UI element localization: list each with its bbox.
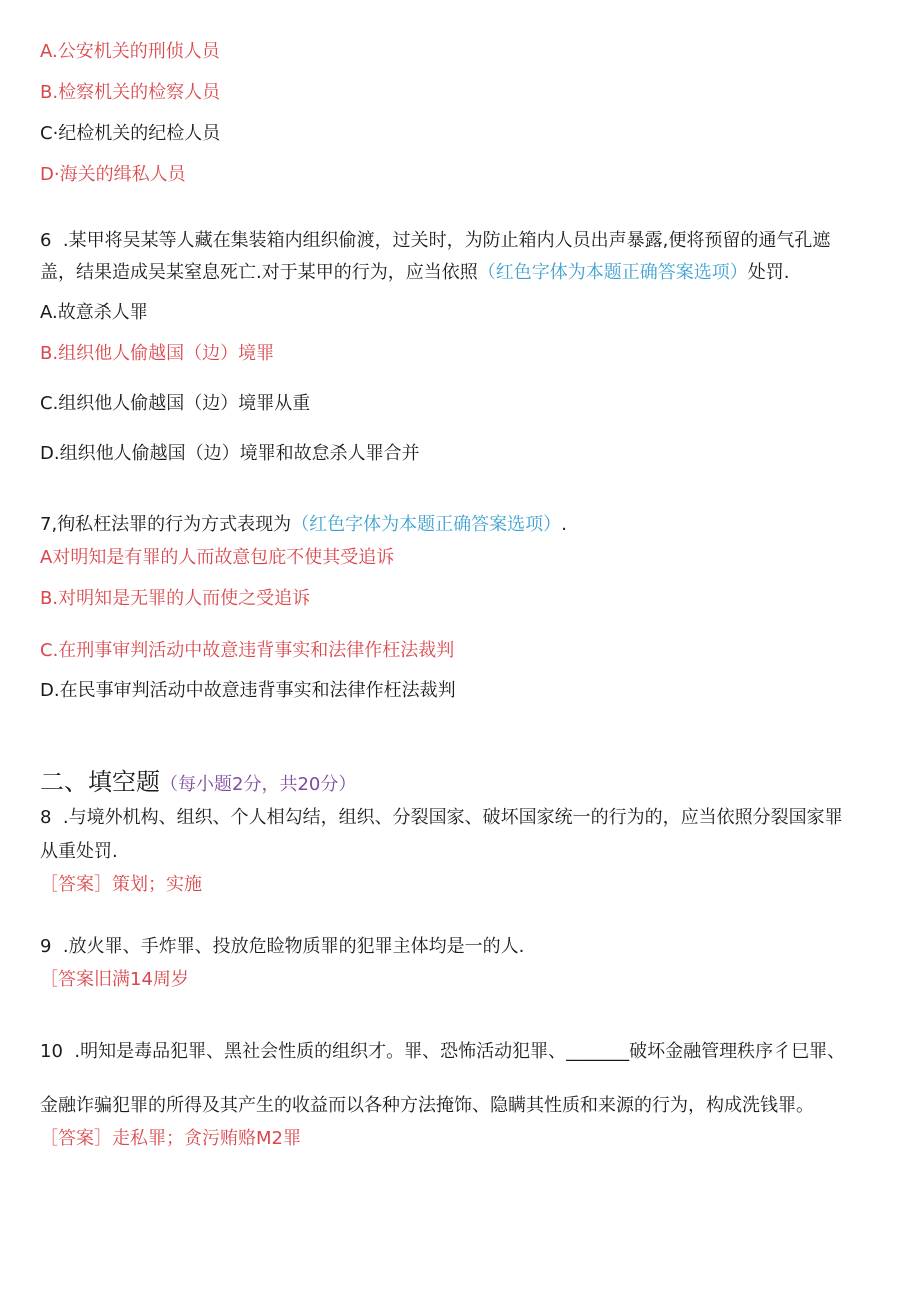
q6-stem-tail: 处罚. xyxy=(747,262,790,283)
q10-stem-line2: 金融诈骗犯罪的所得及其产生的收益而以各种方法掩饰、隐瞒其性质和来源的行为，构成洗钱罪。 xyxy=(40,1095,814,1116)
q6-option-d: D.组织他人偷越国（边）境罪和故怠杀人罪合并 xyxy=(40,443,420,464)
q6-stem-line2 xyxy=(40,261,789,285)
q7-option-b: B.对明知是无罪的人而使之受追诉 xyxy=(40,588,311,609)
q6-option-a: A.故意杀人罪 xyxy=(40,302,148,323)
section-title: 二、填空题 xyxy=(40,768,160,796)
q9-stem: 9 .放火罪、手炸罪、投放危睑物质罪的犯罪主体均是一的人. xyxy=(40,936,525,957)
q6-stem-line1: 6 .某甲将吴某等人藏在集装箱内组织偷渡，过关时，为防止箱内人员出声暴露,便将预留的通气孔遮 xyxy=(40,230,831,251)
q10-stem-line1: 10 .明知是毒品犯罪、黑社会性质的组织才。罪、恐怖活动犯罪、_______破坏金融管理秩序彳巳罪、 xyxy=(40,1041,846,1062)
q7-stem xyxy=(40,513,567,537)
q5-option-b: B.检察机关的检察人员 xyxy=(40,82,221,103)
q6-option-c: C.组织他人偷越国（边）境罪从重 xyxy=(40,393,311,414)
q7-stem-tail: . xyxy=(561,514,567,535)
q7-option-d: D.在民事审判活动中故意违背事实和法律作枉法裁判 xyxy=(40,680,456,701)
section-heading xyxy=(40,766,356,801)
q7-option-a: A对明知是有罪的人而故意包庇不使其受追诉 xyxy=(40,547,395,568)
q7-stem-text: 7,徇私枉法罪的行为方式表现为 xyxy=(40,514,292,535)
q5-option-d: D·海关的缉私人员 xyxy=(40,164,186,185)
q7-option-c: C.在刑事审判活动中故意违背事实和法律作枉法裁判 xyxy=(40,640,455,661)
q5-option-a: A.公安机关的刑侦人员 xyxy=(40,41,220,62)
q8-answer: ［答案］策划；实施 xyxy=(40,874,202,895)
q7-answer-hint: （红色字体为本题正确答案选项） xyxy=(291,514,562,535)
q8-stem-line1: 8 .与境外机构、组织、个人相勾结，组织、分裂国家、破坏国家统一的行为的，应当依照分裂国家罪 xyxy=(40,807,843,828)
section-subtitle: （每小题2分，共20分） xyxy=(160,774,357,795)
q10-answer: ［答案］走私罪；贪污贿赂M2罪 xyxy=(40,1128,301,1149)
q8-stem-line2: 从重处罚. xyxy=(40,841,118,862)
q5-option-c: C·纪检机关的纪检人员 xyxy=(40,123,221,144)
q6-stem-text: 盖，结果造成吴某窒息死亡.对于某甲的行为，应当依照 xyxy=(40,262,478,283)
q9-answer: ［答案旧满14周岁 xyxy=(40,969,189,990)
q6-option-b: B.组织他人偷越国（边）境罪 xyxy=(40,343,275,364)
q6-answer-hint: （红色字体为本题正确答案选项） xyxy=(477,262,748,283)
